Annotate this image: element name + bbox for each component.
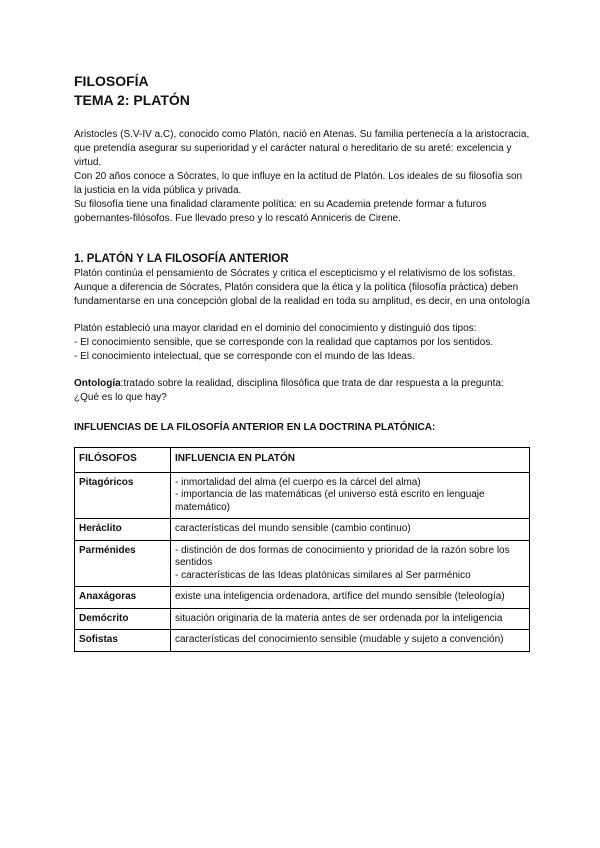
influence-cell <box>171 519 530 541</box>
definition-term: Ontología <box>74 378 121 389</box>
influences-heading: INFLUENCIAS DE LA FILOSOFÍA ANTERIOR EN LA DOCTRINA PLATÓNICA: <box>74 422 436 433</box>
table-row <box>75 630 530 652</box>
intro-paragraph: Su filosofía tiene una finalidad claramente política: en su Academia pretende formar a futuros gobernantes-filósofos. Fue llevado preso y lo rescató Anniceris de Cirene. <box>74 199 487 224</box>
influence-line: situación originaria de la materia antes de ser ordenada por la inteligencia <box>175 612 503 624</box>
influence-line: - inmortalidad del alma (el cuerpo es la cárcel del alma) <box>175 476 421 488</box>
topic-title: TEMA 2: PLATÓN <box>74 92 190 108</box>
influence-cell <box>171 608 530 630</box>
influence-cell <box>171 472 530 519</box>
philosopher-cell: Pitagóricos <box>75 472 171 519</box>
table-row <box>75 519 530 541</box>
influence-cell <box>171 587 530 609</box>
column-header-philosophers: FILÓSOFOS <box>75 448 171 473</box>
philosopher-cell: Demócrito <box>75 608 171 630</box>
definition-text: :tratado sobre la realidad, disciplina filosófica que trata de dar respuesta a la pregunta: ¿Qué es lo que hay? <box>74 378 504 403</box>
ontology-definition <box>74 377 530 405</box>
intro-paragraph: Aristocles (S.V-IV a.C), conocido como Platón, nació en Atenas. Su familia pertenecía a la aristocracia, que pretendía asegurar su superioridad y el carácter natural o hereditario de su areté: excelencia y virtud. <box>74 129 530 168</box>
table-row <box>75 540 530 587</box>
table-row <box>75 472 530 519</box>
column-header-influence: INFLUENCIA EN PLATÓN <box>171 448 530 473</box>
influence-cell <box>171 540 530 587</box>
influences-table <box>74 447 530 652</box>
influence-line: - distinción de dos formas de conocimiento y prioridad de la razón sobre los sentidos <box>175 544 510 568</box>
influence-line: existe una inteligencia ordenadora, artífice del mundo sensible (teleología) <box>175 591 505 602</box>
influence-line: características del conocimiento sensible (mudable y sujeto a convención) <box>175 634 504 645</box>
document-page <box>74 72 530 652</box>
knowledge-type-item: - El conocimiento intelectual, que se corresponde con el mundo de las Ideas. <box>74 351 415 362</box>
knowledge-type-item: - El conocimiento sensible, que se corresponde con la realidad que captamos por los sentidos. <box>74 337 494 348</box>
influence-line: características del mundo sensible (cambio continuo) <box>175 523 411 534</box>
table-row <box>75 587 530 609</box>
spacer <box>74 364 530 377</box>
intro-paragraph: Con 20 años conoce a Sócrates, lo que influye en la actitud de Platón. Los ideales de su filosofía son la justicia en la vida pública y privada. <box>74 171 523 196</box>
section-paragraph: Platón continúa el pensamiento de Sócrates y critica el escepticismo y el relativismo de los sofistas. Aunque a diferencia de Sócrates, Platón considera que la ética y la política (filosofía práctica) deben fundamentarse en una concepción global de la realidad en toda su amplitud, es decir, en una ontología <box>74 268 530 307</box>
philosopher-cell: Parménides <box>75 540 171 587</box>
influence-cell <box>171 630 530 652</box>
philosopher-cell: Sofistas <box>75 630 171 652</box>
influence-line: - características de las Ideas platónicas similares al Ser parménico <box>175 569 471 581</box>
table-row <box>75 608 530 630</box>
section-heading: 1. PLATÓN Y LA FILOSOFÍA ANTERIOR <box>74 253 289 265</box>
spacer <box>74 309 530 322</box>
philosopher-cell: Anaxágoras <box>75 587 171 609</box>
subject-title: FILOSOFÍA <box>74 73 149 89</box>
knowledge-types-intro: Platón estableció una mayor claridad en el dominio del conocimiento y distinguió dos tipos: <box>74 323 477 334</box>
table-header-row <box>75 448 530 473</box>
title-block <box>74 72 530 110</box>
influence-line: - importancia de las matemáticas (el universo está escrito en lenguaje matemático) <box>175 489 485 513</box>
intro-section <box>74 128 530 226</box>
philosopher-cell: Heráclito <box>75 519 171 541</box>
